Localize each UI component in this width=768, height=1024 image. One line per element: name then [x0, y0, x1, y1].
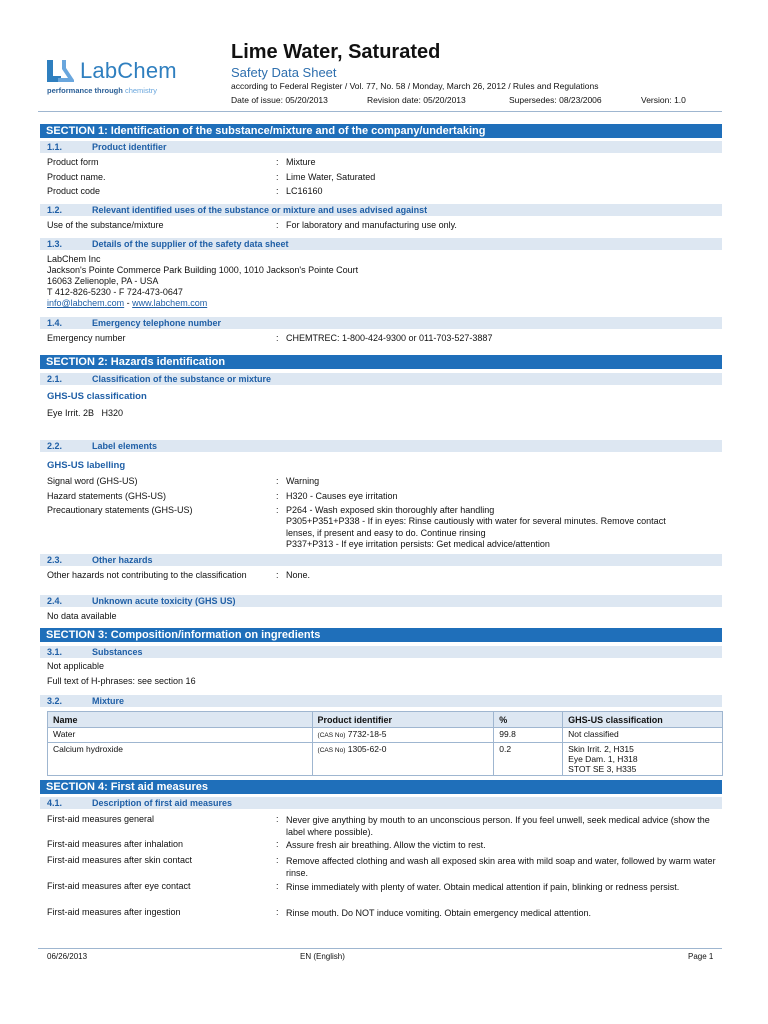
precaution-line: lenses, if present and easy to do. Continue rinsing — [286, 528, 486, 538]
precaution-line: P337+P313 - If eye irritation persists: Get medical advice/attention — [286, 539, 550, 549]
no-data-text: No data available — [47, 611, 117, 621]
cell-identifier: (CAS No) 7732-18-5 — [312, 728, 494, 743]
field-label: First-aid measures after skin contact — [47, 855, 193, 865]
full-text-note: Full text of H-phrases: see section 16 — [47, 676, 196, 686]
precaution-line: P305+P351+P338 - If in eyes: Rinse cautiously with water for several minutes. Remove contact — [286, 516, 666, 526]
cell-name: Water — [48, 728, 313, 743]
supplier-address: Jackson's Pointe Commerce Park Building 1000, 1010 Jackson's Pointe Court — [47, 265, 359, 275]
table-row — [48, 728, 723, 743]
ghs-classification-heading: GHS-US classification — [47, 391, 147, 402]
subsection-2-4: 2.4. Unknown acute toxicity (GHS US) — [40, 595, 722, 607]
footer-language: EN (English) — [300, 952, 345, 961]
subsection-1-4: 1.4. Emergency telephone number — [40, 317, 722, 329]
field-label: Hazard statements (GHS-US) — [47, 491, 167, 501]
field-value: Mixture — [286, 157, 316, 167]
ghs-labelling-heading: GHS-US labelling — [47, 460, 126, 471]
footer-date: 06/26/2013 — [47, 952, 88, 961]
supplier-city: 16063 Zelienople, PA - USA — [47, 276, 159, 286]
field-label: Precautionary statements (GHS-US) — [47, 505, 193, 515]
supplier-name: LabChem Inc — [47, 254, 101, 264]
field-label: Product name. — [47, 172, 106, 182]
email-link[interactable]: info@labchem.com — [47, 298, 125, 308]
field-value: LC16160 — [286, 186, 323, 196]
column-header: Product identifier — [312, 712, 494, 728]
document-subtitle: Safety Data Sheet — [231, 65, 337, 80]
section-1-header: SECTION 1: Identification of the substance/mixture and of the company/undertaking — [40, 124, 722, 138]
field-value: H320 - Causes eye irritation — [286, 491, 398, 501]
footer-page-number: Page 1 — [688, 952, 714, 961]
cell-name: Calcium hydroxide — [48, 743, 313, 776]
subsection-3-2: 3.2. Mixture — [40, 695, 722, 707]
subsection-1-3: 1.3. Details of the supplier of the safety data sheet — [40, 238, 722, 250]
field-value: CHEMTREC: 1-800-424-9300 or 011-703-527-3887 — [286, 333, 493, 343]
field-value: Lime Water, Saturated — [286, 172, 376, 182]
date-of-issue: Date of issue: 05/20/2013 — [231, 95, 328, 105]
logo-text: LabChem — [80, 58, 177, 83]
field-value: Rinse immediately with plenty of water. Obtain medical attention if pain, blinking or redness persist. — [286, 882, 680, 892]
ghs-classification-value: Eye Irrit. 2B H320 — [47, 408, 124, 418]
subsection-2-1: 2.1. Classification of the substance or mixture — [40, 373, 722, 385]
field-label: Product code — [47, 186, 101, 196]
not-applicable-text: Not applicable — [47, 661, 105, 671]
subsection-3-1: 3.1. Substances — [40, 646, 722, 658]
field-value: For laboratory and manufacturing use only. — [286, 220, 457, 230]
field-label: Other hazards not contributing to the classification — [47, 570, 247, 580]
footer-divider — [38, 948, 722, 949]
subsection-4-1: 4.1. Description of first aid measures — [40, 797, 722, 809]
supplier-phone: T 412-826-5230 - F 724-473-0647 — [47, 287, 183, 297]
precaution-line: P264 - Wash exposed skin thoroughly after handling — [286, 505, 495, 515]
field-value: Rinse mouth. Do NOT induce vomiting. Obtain emergency medical attention. — [286, 908, 591, 918]
section-4-header: SECTION 4: First aid measures — [40, 780, 722, 794]
labchem-logo-icon — [46, 58, 76, 84]
field-value: None. — [286, 570, 311, 580]
column-header: GHS-US classification — [563, 712, 723, 728]
field-label: Emergency number — [47, 333, 126, 343]
supersedes: Supersedes: 08/23/2006 — [509, 95, 602, 105]
section-3-header: SECTION 3: Composition/information on ingredients — [40, 628, 722, 642]
field-label: First-aid measures general — [47, 814, 155, 824]
header-divider — [38, 111, 722, 112]
field-label: First-aid measures after ingestion — [47, 907, 181, 917]
cell-percent: 99.8 — [494, 728, 563, 743]
document-title: Lime Water, Saturated — [231, 41, 441, 63]
field-label: Use of the substance/mixture — [47, 220, 164, 230]
regulation-note: according to Federal Register / Vol. 77, No. 58 / Monday, March 26, 2012 / Rules and Regulations — [231, 81, 599, 91]
column-header: % — [494, 712, 563, 728]
field-value: Never give anything by mouth to an unconscious person. If you feel unwell, seek medical advice (show the label where possible). — [286, 815, 710, 837]
column-header: Name — [48, 712, 313, 728]
subsection-1-1: 1.1. Product identifier — [40, 141, 722, 153]
field-label: First-aid measures after inhalation — [47, 839, 184, 849]
supplier-contacts: info@labchem.com - www.labchem.com — [47, 298, 208, 308]
revision-date: Revision date: 05/20/2013 — [367, 95, 466, 105]
subsection-2-3: 2.3. Other hazards — [40, 554, 722, 566]
field-label: Signal word (GHS-US) — [47, 476, 138, 486]
cell-percent: 0.2 — [494, 743, 563, 776]
mixture-table — [47, 711, 723, 776]
cell-ghs: Not classified — [563, 728, 723, 743]
table-header-row — [48, 712, 723, 728]
section-2-header: SECTION 2: Hazards identification — [40, 355, 722, 369]
field-label: Product form — [47, 157, 99, 167]
subsection-1-2: 1.2. Relevant identified uses of the substance or mixture and uses advised against — [40, 204, 722, 216]
field-label: First-aid measures after eye contact — [47, 881, 191, 891]
cell-ghs: Skin Irrit. 2, H315 Eye Dam. 1, H318 STOT SE 3, H335 — [563, 743, 723, 776]
version: Version: 1.0 — [641, 95, 686, 105]
table-row — [48, 743, 723, 776]
cell-identifier: (CAS No) 1305-62-0 — [312, 743, 494, 776]
field-value: Remove affected clothing and wash all exposed skin area with mild soap and water, followed by warm water rinse. — [286, 856, 716, 878]
field-value: Warning — [286, 476, 320, 486]
subsection-2-2: 2.2. Label elements — [40, 440, 722, 452]
logo-tagline: performance through chemistry — [47, 86, 158, 95]
website-link[interactable]: www.labchem.com — [132, 298, 208, 308]
field-value: Assure fresh air breathing. Allow the victim to rest. — [286, 840, 486, 850]
